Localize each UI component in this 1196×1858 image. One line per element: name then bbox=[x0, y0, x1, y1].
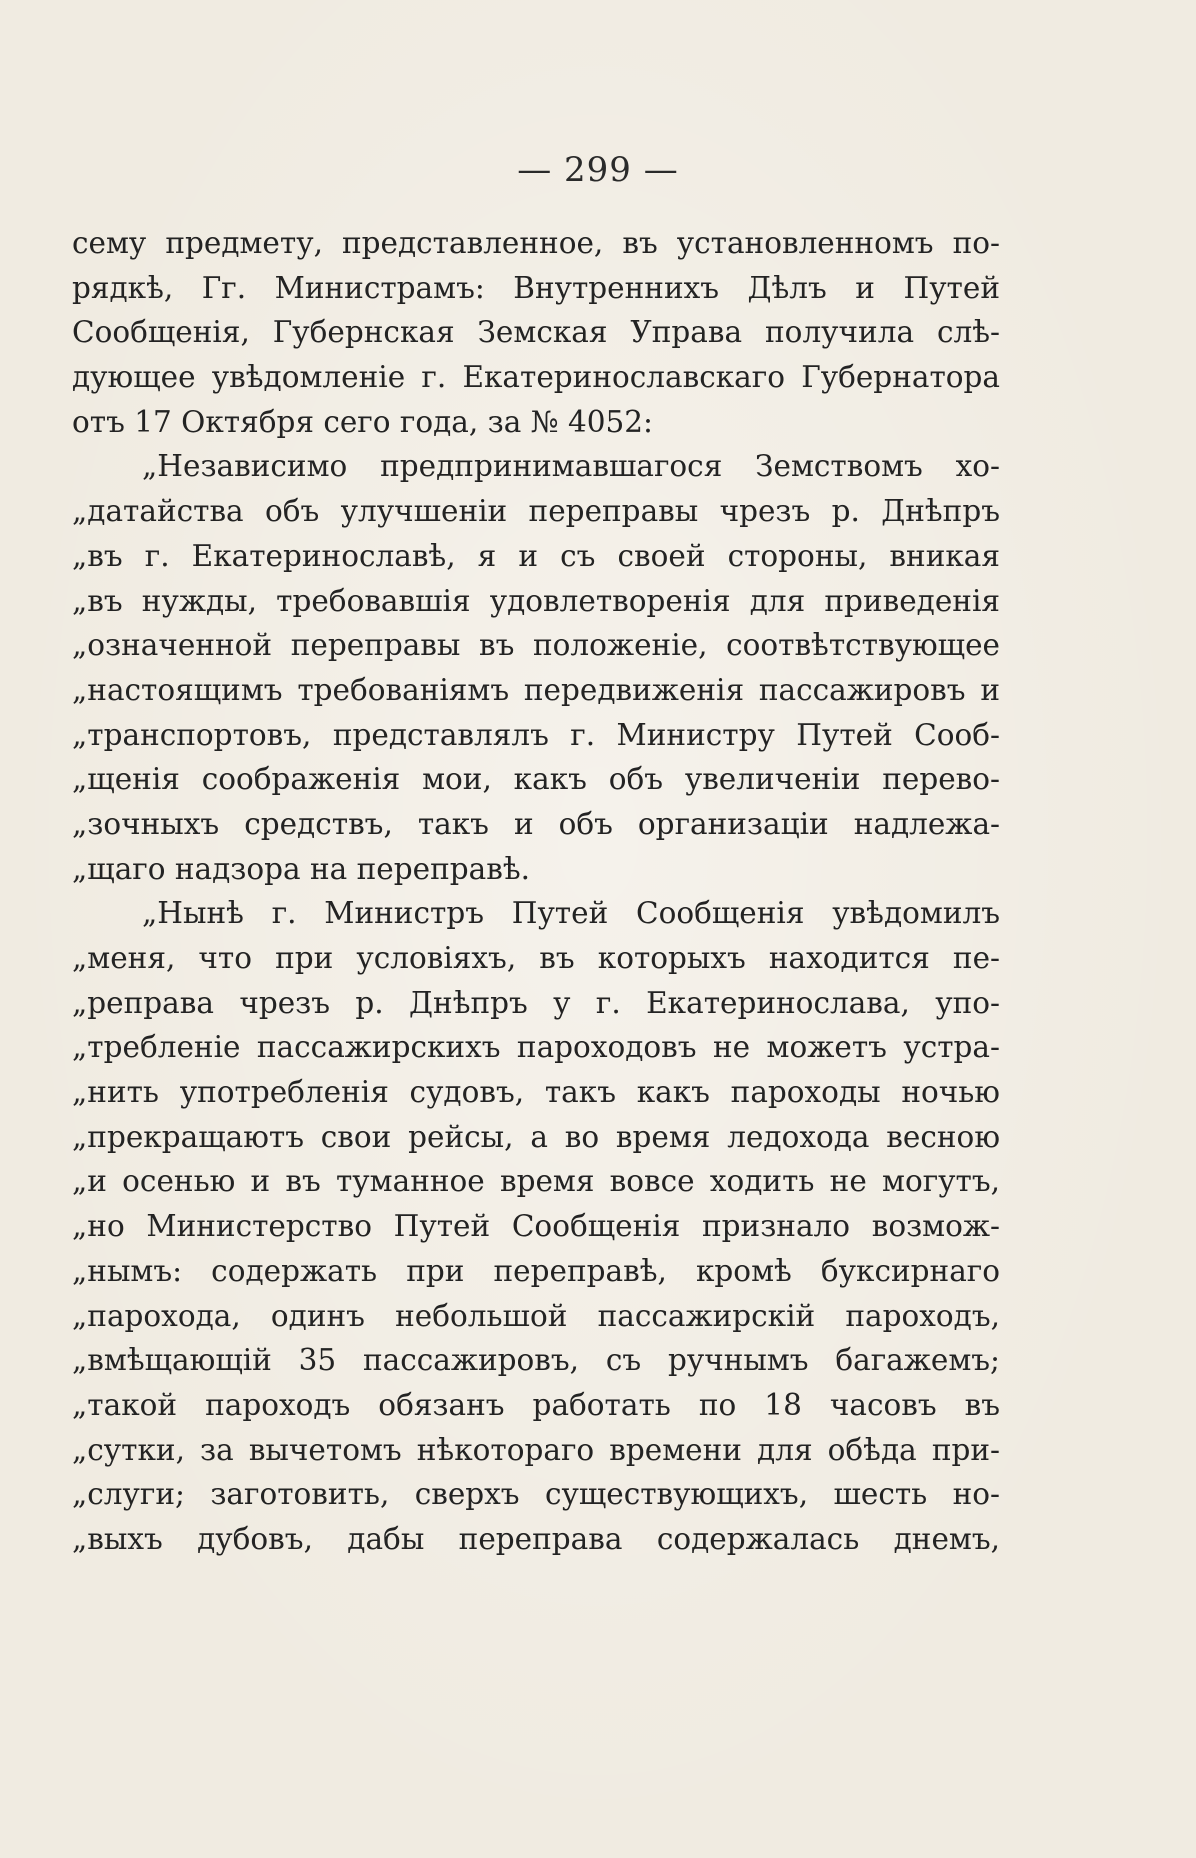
text-line: „въ г. Екатеринославѣ, я и съ своей стороны, вникая bbox=[72, 538, 1000, 573]
body-text bbox=[72, 221, 1000, 1562]
text-line: Сообщенія, Губернская Земская Управа получила слѣ- bbox=[72, 315, 1000, 350]
text-line: „нить употребленія судовъ, такъ какъ пароходы ночью bbox=[72, 1075, 1000, 1110]
text-line: „щаго надзора на переправѣ. bbox=[72, 851, 530, 886]
text-line: „означенной переправы въ положеніе, соотвѣтствующее bbox=[72, 628, 1000, 663]
text-line: „парохода, одинъ небольшой пассажирскій пароходъ, bbox=[72, 1298, 1000, 1333]
text-line: „вмѣщающій 35 пассажировъ, съ ручнымъ багажемъ; bbox=[72, 1343, 1000, 1378]
text-line: „прекращаютъ свои рейсы, а во время ледохода весною bbox=[72, 1119, 1000, 1154]
page-number: — 299 — bbox=[517, 150, 679, 190]
text-line: „нымъ: содержать при переправѣ, кромѣ буксирнаго bbox=[72, 1253, 1000, 1288]
text-line: отъ 17 Октября сего года, за № 4052: bbox=[72, 404, 653, 439]
text-line: „въ нужды, требовавшія удовлетворенія для приведенія bbox=[72, 583, 1000, 618]
text-line: „и осенью и въ туманное время вовсе ходить не могутъ, bbox=[72, 1164, 1000, 1199]
text-line: „Нынѣ г. Министръ Путей Сообщенія увѣдомилъ bbox=[142, 896, 1000, 931]
text-line: „зочныхъ средствъ, такъ и объ организаціи надлежа- bbox=[72, 806, 1000, 841]
text-line: „такой пароходъ обязанъ работать по 18 часовъ въ bbox=[72, 1387, 1000, 1422]
text-line: „выхъ дубовъ, дабы переправа содержалась днемъ, bbox=[72, 1521, 1000, 1556]
text-line: рядкѣ, Гг. Министрамъ: Внутреннихъ Дѣлъ и Путей bbox=[72, 270, 1000, 305]
text-line: „требленіе пассажирскихъ пароходовъ не можетъ устра- bbox=[72, 1030, 1000, 1065]
text-line: „реправа чрезъ р. Днѣпръ у г. Екатеринослава, упо- bbox=[72, 985, 1000, 1020]
text-line: „настоящимъ требованіямъ передвиженія пассажировъ и bbox=[72, 672, 1000, 707]
text-line: „транспортовъ, представлялъ г. Министру Путей Сооб- bbox=[72, 717, 1000, 752]
text-line: „датайства объ улучшеніи переправы чрезъ р. Днѣпръ bbox=[72, 494, 1000, 529]
text-line: „щенія соображенія мои, какъ объ увеличеніи перево- bbox=[72, 762, 1000, 797]
text-line: „но Министерство Путей Сообщенія признало возмож- bbox=[72, 1209, 1000, 1244]
text-line: сему предмету, представленное, въ установленномъ по- bbox=[72, 226, 1000, 260]
text-line: „сутки, за вычетомъ нѣкотораго времени для обѣда при- bbox=[72, 1432, 1000, 1467]
text-line: „Независимо предпринимавшагося Земствомъ хо- bbox=[142, 449, 1000, 484]
text-line: дующее увѣдомленіе г. Екатеринославскаго Губернатора bbox=[72, 360, 1000, 395]
text-line: „меня, что при условіяхъ, въ которыхъ находится пе- bbox=[72, 941, 1000, 975]
text-line: „слуги; заготовить, сверхъ существующихъ, шесть но- bbox=[72, 1477, 1000, 1512]
